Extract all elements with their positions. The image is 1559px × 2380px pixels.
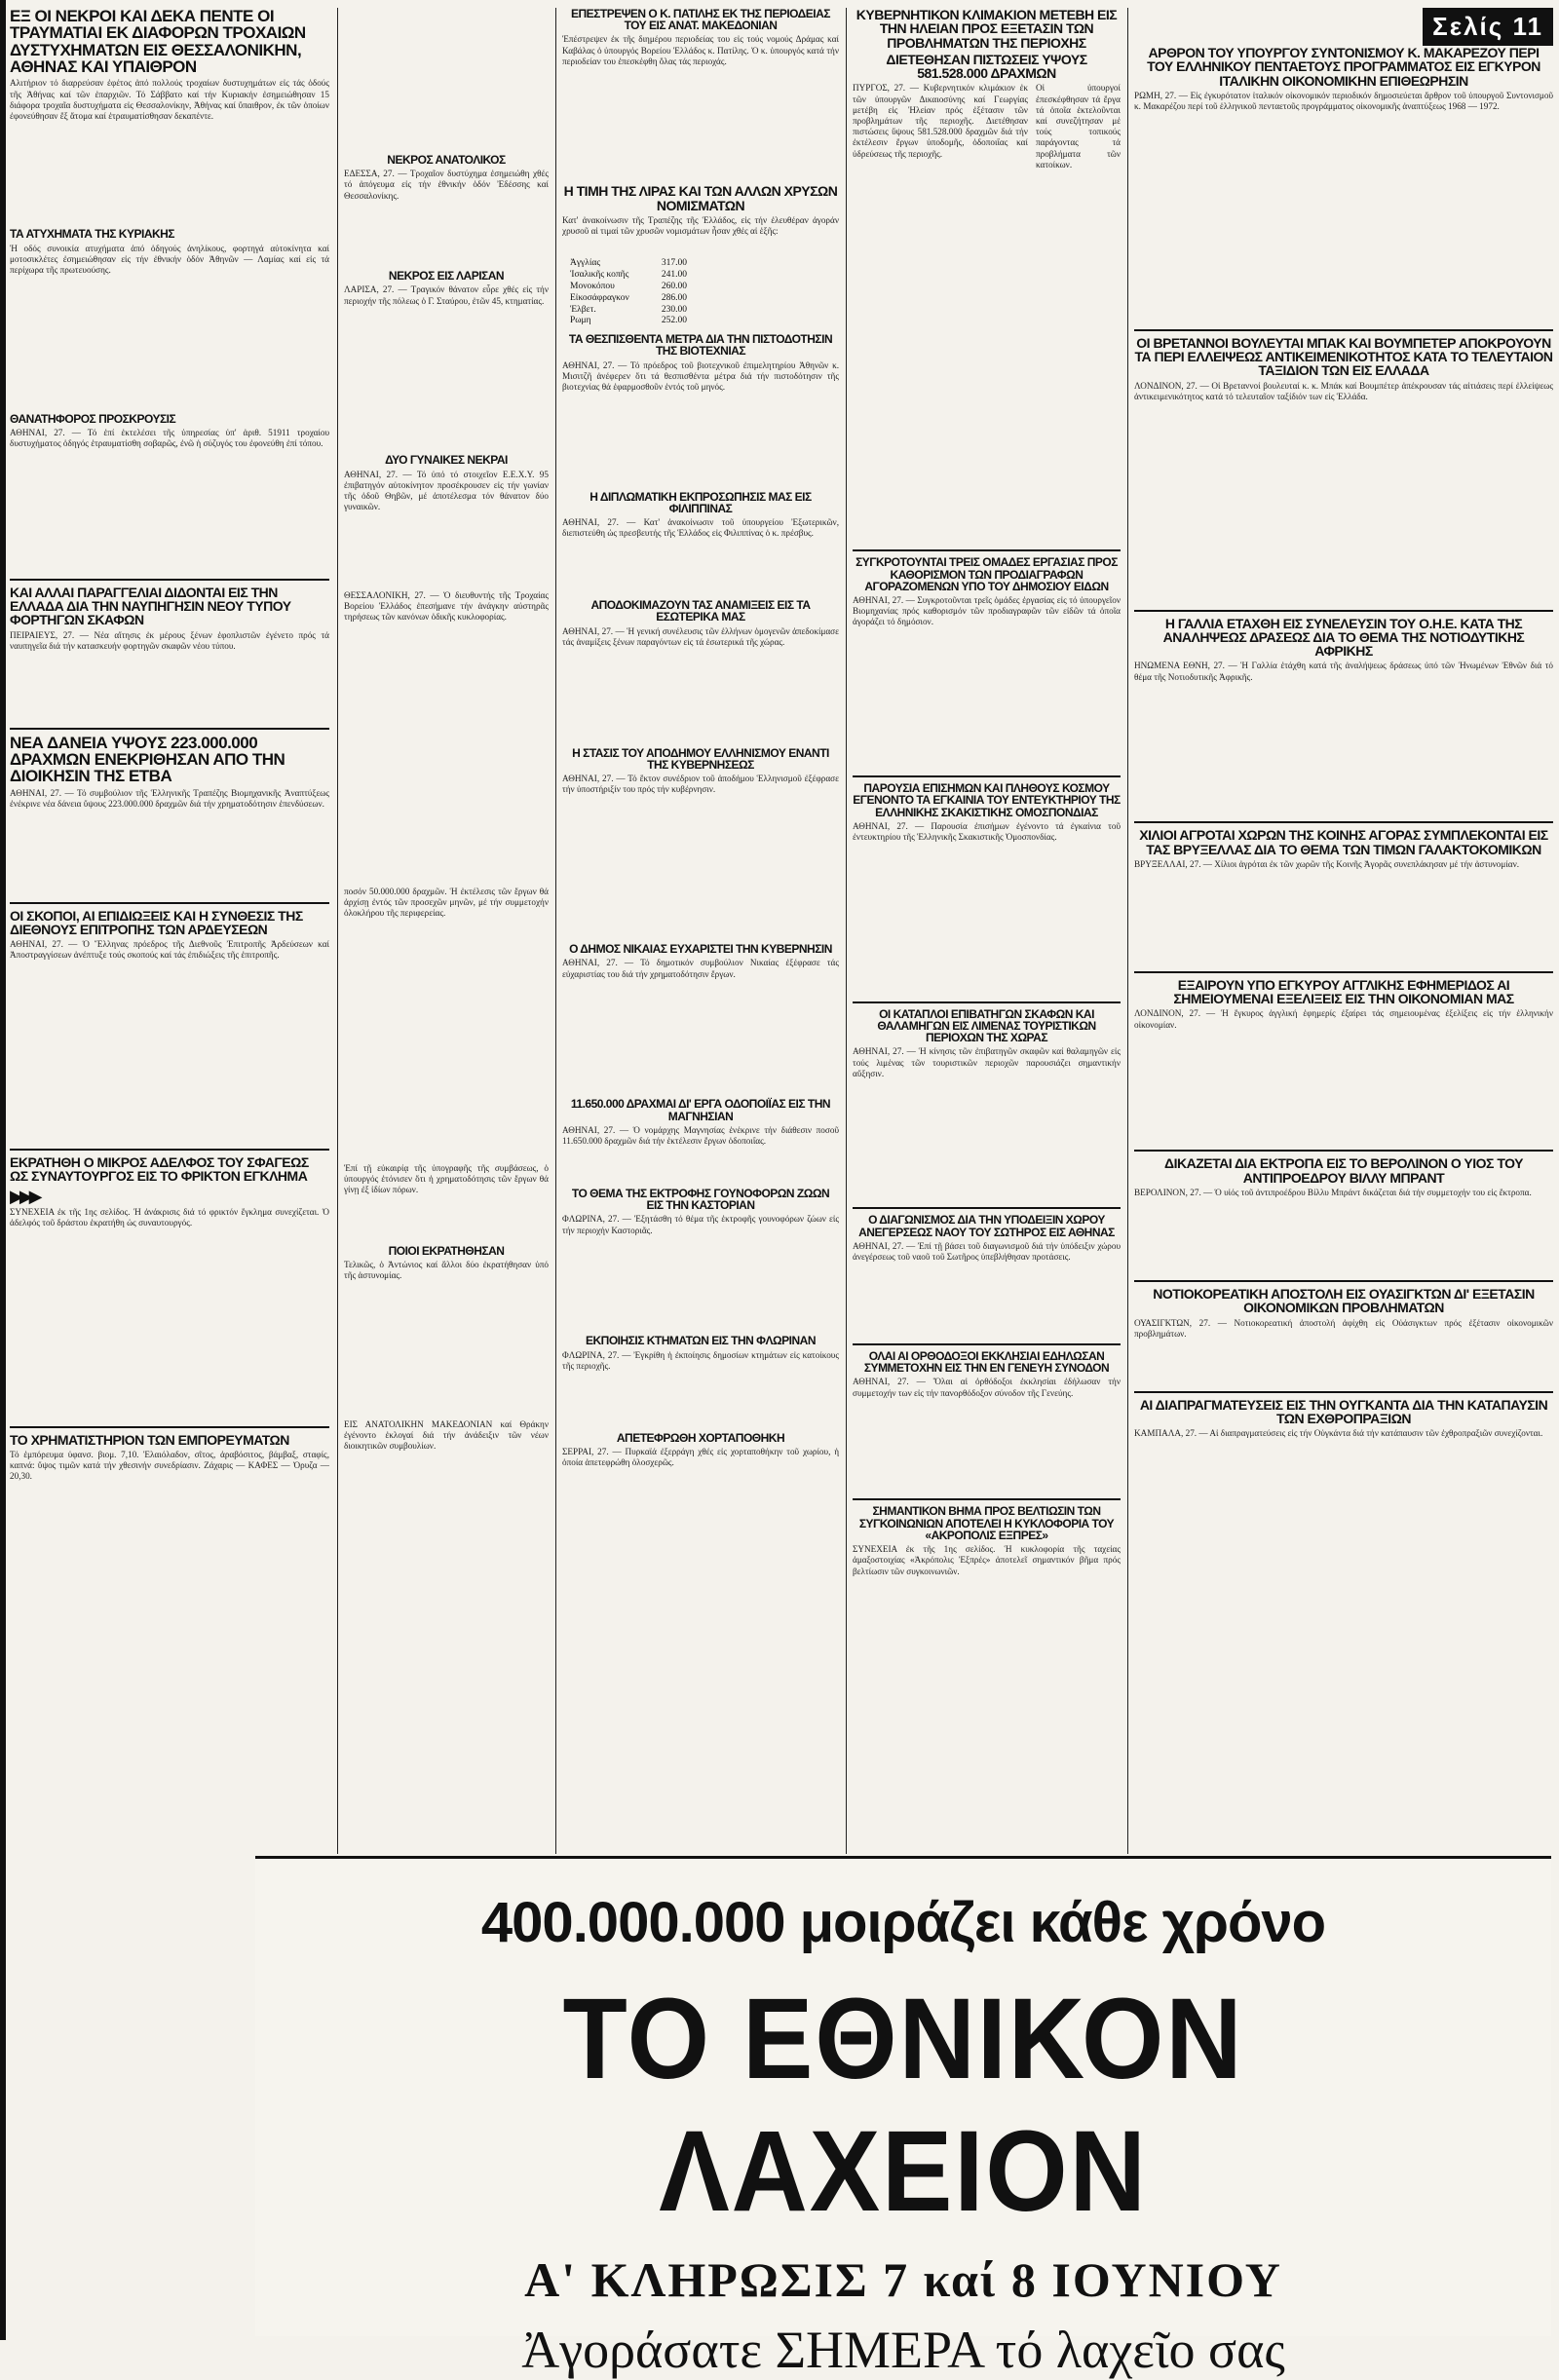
article-text: ΠΕΙΡΑΙΕΥΣ, 27. — Νέα αἴτησις ἐκ μέρους ξένων ἐφοπλιστῶν ἐγένετο πρός τά ναυπηγεῖα διά τήν κατασκευήν φορτηγῶν σκαφῶν νέου τύπου. [10, 629, 329, 651]
headline-credits: ΔΙΕΤΕΘΗΣΑΝ ΠΙΣΤΩΣΕΙΣ ΥΨΟΥΣ 581.528.000 ΔΡΑΧΜΩΝ [886, 51, 1087, 82]
article-text: ΟΥΑΣΙΓΚΤΩΝ, 27. — Νοτιοκορεατική ἀποστολή ἀφίχθη εἰς Οὐάσιγκτων πρός ἐξέτασιν οἰκονομικῶν προβλημάτων. [1134, 1317, 1553, 1339]
article-text: ΕΔΕΣΣΑ, 27. — Τροχαῖον δυστύχημα ἐσημειώθη χθές τό ἀπόγευμα εἰς τήν ἐθνικήν ὁδόν Ἐδέσσης καί Θεσσαλονίκης. [344, 169, 549, 201]
headline-irrigation: ΟΙ ΣΚΟΠΟΙ, ΑΙ ΕΠΙΔΙΩΞΕΙΣ ΚΑΙ Η ΣΥΝΘΕΣΙΣ ΤΗΣ ΔΙΕΘΝΟΥΣ ΕΠΙΤΡΟΠΗΣ ΤΩΝ ΑΡΔΕΥΣΕΩΝ [10, 907, 303, 937]
headline-shipbuilding: ΚΑΙ ΑΛΛΑΙ ΠΑΡΑΓΓΕΛΙΑΙ ΔΙΔΟΝΤΑΙ ΕΙΣ ΤΗΝ ΕΛΛΑΔΑ ΔΙΑ ΤΗΝ ΝΑΥΠΗΓΗΣΙΝ ΝΕΟΥ ΤΥΠΟΥ ΦΟΡΤΗΓΩΝ ΣΚΑΦΩΝ [10, 584, 291, 628]
headline-yachts: ΟΙ ΚΑΤΑΠΛΟΙ ΕΠΙΒΑΤΗΓΩΝ ΣΚΑΦΩΝ ΚΑΙ ΘΑΛΑΜΗΓΩΝ ΕΙΣ ΛΙΜΕΝΑΣ ΤΟΥΡΙΣΤΙΚΩΝ ΠΕΡΙΟΧΩΝ ΤΗΣ ΧΩΡΑΣ [877, 1006, 1096, 1045]
article-text: ΑΘΗΝΑΙ, 27. — Ἡ γενική συνέλευσις τῶν ἑλλήνων ὁμογενῶν ἀπεδοκίμασε τάς ἀναμίξεις ξένων παραγόντων εἰς τά ἐσωτερικά τῆς χώρας. [562, 625, 839, 647]
headline-loans: ΝΕΑ ΔΑΝΕΙΑ ΥΨΟΥΣ 223.000.000 ΔΡΑΧΜΩΝ ΕΝΕΚΡΙΘΗΣΑΝ ΑΠΟ ΤΗΝ ΔΙΟΙΚΗΣΙΝ ΤΗΣ ΕΤΒΑ [10, 733, 285, 786]
article-text: Ἡ οδός συνοικία ατυχήματα ἀπό ὁδηγούς ἀνηλίκους, φορτηγά αὐτοκίνητα καί μοτοσικλέτες ἐσημειώθησαν εἰς τήν ἐθνικήν ὁδόν Ἀθηνῶν — Λαμίας καί εἰς τά περίχωρα τῆς πρωτευούσης. [10, 243, 329, 275]
article-text: ΚΑΜΠΑΛΑ, 27. — Αἱ διαπραγματεύσεις εἰς τήν Οὐγκάντα διά τήν κατάπαυσιν τῶν ἐχθροπραξιῶν συνεχίζονται. [1134, 1428, 1543, 1439]
lottery-advertisement [255, 1856, 1551, 2379]
headline-estates: ΕΚΠΟΙΗΣΙΣ ΚΤΗΜΑΤΩΝ ΕΙΣ ΤΗΝ ΦΛΩΡΙΝΑΝ [586, 1334, 816, 1348]
headline-france-un: Η ΓΑΛΛΙΑ ΕΤΑΧΘΗ ΕΙΣ ΣΥΝΕΛΕΥΣΙΝ ΤΟΥ Ο.Η.Ε. ΚΑΤΑ ΤΗΣ ΑΝΑΛΗΨΕΩΣ ΔΡΑΣΕΩΣ ΔΙΑ ΤΟ ΘΕΜΑ ΤΗΣ ΝΟΤΙΟΔΥΤΙΚΗΣ ΑΦΡΙΚΗΣ [1162, 615, 1525, 660]
headline-uganda: ΑΙ ΔΙΑΠΡΑΓΜΑΤΕΥΣΕΙΣ ΕΙΣ ΤΗΝ ΟΥΓΚΑΝΤΑ ΔΙΑ ΤΗΝ ΚΑΤΑΠΑΥΣΙΝ ΤΩΝ ΕΧΘΡΟΠΡΑΞΙΩΝ [1139, 1396, 1548, 1426]
headline-fire: ΑΠΕΤΕΦΡΩΘΗ ΧΟΡΤΑΠΟΘΗΚΗ [616, 1430, 785, 1445]
subhead-collision: ΘΑΝΑΤΗΦΟΡΟΣ ΠΡΟΣΚΡΟΥΣΙΣ [10, 411, 176, 426]
article-text: ΘΕΣΣΑΛΟΝΙΚΗ, 27. — Ὁ διευθυντής τῆς Τροχαίας Βορείου Ἑλλάδος ἐπεσήμανε τήν ἀνάγκην αὐστηρᾶς τηρήσεως τῶν κανόνων ὁδικῆς κυκλοφορίας. [344, 589, 549, 623]
page-number-badge: Σελίς 11 [1423, 8, 1553, 46]
headline-credit: ΤΑ ΘΕΣΠΙΣΘΕΝΤΑ ΜΕΤΡΑ ΔΙΑ ΤΗΝ ΠΙΣΤΟΔΟΤΗΣΙΝ ΤΗΣ ΒΙΟΤΕΧΝΙΑΣ [568, 332, 833, 359]
headline-nikaia: Ο ΔΗΜΟΣ ΝΙΚΑΙΑΣ ΕΥΧΑΡΙΣΤΕΙ ΤΗΝ ΚΥΒΕΡΝΗΣΙΝ [569, 942, 832, 957]
article-text: ΒΕΡΟΛΙΝΟΝ, 27. — Ὁ υἱός τοῦ ἀντιπροέδρου Βίλλυ Μπράντ δικάζεται διά τήν συμμετοχήν του εἰς ἔκτροπα. [1134, 1187, 1532, 1197]
headline-working-groups: ΣΥΓΚΡΟΤΟΥΝΤΑΙ ΤΡΕΙΣ ΟΜΑΔΕΣ ΕΡΓΑΣΙΑΣ ΠΡΟΣ ΚΑΘΟΡΙΣΜΟΝ ΤΩΝ ΠΡΟΔΙΑΓΡΑΦΩΝ ΑΓΟΡΑΖΟΜΕΝΩΝ ΥΠΟ ΤΟΥ ΔΗΜΟΣΙΟΥ ΕΙΔΩΝ [856, 555, 1118, 593]
article-text: Ἐπί τῇ εὐκαιρίᾳ τῆς ὑπογραφῆς τῆς συμβάσεως, ὁ ὑπουργός ἐτόνισεν ὅτι ἡ χρηματοδότησις τῶν ἔργων θά γίνῃ ἐξ ἰδίων πόρων. [344, 1162, 549, 1195]
column-rule [337, 8, 338, 1854]
article-text: ΑΘΗΝΑΙ, 27. — Κατ' ἀνακοίνωσιν τοῦ ὑπουργείου Ἐξωτερικῶν, διεπιστεύθη ὡς πρεσβευτής τῆς Ἑλλάδος εἰς Φιλιππίνας ὁ κ. πρέσβυς. [562, 517, 839, 539]
subhead-two-women: ΔΥΟ ΓΥΝΑΙΚΕΣ ΝΕΚΡΑΙ [385, 453, 508, 468]
article-text: ΠΥΡΓΟΣ, 27. — Κυβερνητικόν κλιμάκιον ἐκ τῶν ὑπουργῶν Δικαιοσύνης καί Γεωργίας μετέβη εἰς Ἠλείαν πρός ἐξέτασιν τῶν προβλημάτων τῆς περιοχῆς. Διετέθησαν πιστώσεις ὕψους 581.528.000 δραχμῶν διά τήν ἐκτέλεσιν ἔργων ὑποδομῆς, ὁδοποιΐας καί ὑδρεύσεως τῆς περιοχῆς. [853, 83, 1028, 159]
gold-rates [570, 258, 839, 327]
headline-casualties: ΕΞ ΟΙ ΝΕΚΡΟΙ ΚΑΙ ΔΕΚΑ ΠΕΝΤΕ ΟΙ ΤΡΑΥΜΑΤΙΑΙ ΕΚ ΔΙΑΦΟΡΩΝ ΤΡΟΧΑΙΩΝ ΔΥΣΤΥΧΗΜΑΤΩΝ ΕΙΣ ΘΕΣΣΑΛΟΝΙΚΗΝ, ΑΘΗΝΑΣ ΚΑΙ ΥΠΑΙΘΡΟΝ [10, 7, 306, 76]
headline-gold: Η ΤΙΜΗ ΤΗΣ ΛΙΡΑΣ ΚΑΙ ΤΩΝ ΑΛΛΩΝ ΧΡΥΣΩΝ ΝΟΜΙΣΜΑΤΩΝ [563, 183, 838, 213]
article-text: ΑΘΗΝΑΙ, 27. — Ἡ κίνησις τῶν ἐπιβατηγῶν σκαφῶν καί θαλαμηγῶν εἰς τούς λιμένας τῶν τουριστικῶν περιοχῶν παρουσιάζει σημαντικήν αὔξησιν. [853, 1046, 1121, 1078]
article-text: ΑΘΗΝΑΙ, 27. — Ὁ νομάρχης Μαγνησίας ἐνέκρινε τήν διάθεσιν ποσοῦ 11.650.000 δραχμῶν διά τήν ἐκτέλεσιν ἔργων ὁδοποιΐας. [562, 1124, 839, 1147]
column-6 [1134, 8, 1553, 1491]
article-text: ΛΟΝΔΙΝΟΝ, 27. — Ἡ ἔγκυρος ἀγγλική ἐφημερίς ἐξαίρει τάς σημειουμένας ἐξελίξεις εἰς τήν ἑλληνικήν οἰκονομίαν. [1134, 1008, 1553, 1030]
article-text: ΛΟΝΔΙΝΟΝ, 27. — Οἱ Βρεταννοί βουλευταί κ. κ. Μπάκ καί Βουμπέτερ ἀπέκρουσαν τάς αἰτιάσεις περί ἐλλείψεως ἀντικειμενικότητος κατά τό τελευταῖον ταξίδιόν των εἰς Ἑλλάδα. [1134, 380, 1553, 401]
column-rule [1127, 8, 1128, 1854]
article-text: ΑΘΗΝΑΙ, 27. — Τό ὑπό τό στοιχεῖον Ε.Ε.Χ.Υ. 95 ἐπιβατηγόν αὐτοκίνητον προσέκρουσεν εἰς τήν γωνίαν τῆς ὁδοῦ Θηβῶν, μέ ἀποτέλεσμα τόν θάνατον δύο γυναικῶν. [344, 469, 549, 512]
headline-orthodox: ΟΛΑΙ ΑΙ ΟΡΘΟΔΟΞΟΙ ΕΚΚΛΗΣΙΑΙ ΕΔΗΛΩΣΑΝ ΣΥΜΜΕΤΟΧΗΝ ΕΙΣ ΤΗΝ ΕΝ ΓΕΝΕΥΗ ΣΥΝΟΔΟΝ [863, 1348, 1110, 1376]
article-text: ΑΘΗΝΑΙ, 27. — Συγκροτοῦνται τρεῖς ὁμάδες ἐργασίας εἰς τό ὑπουργεῖον Βιομηχανίας πρός καθορισμόν τῶν προδιαγραφῶν τῶν εἰδῶν τά ὁποῖα ἀγοράζει τό δημόσιον. [853, 595, 1121, 627]
headline-fur: ΤΟ ΘΕΜΑ ΤΗΣ ΕΚΤΡΟΦΗΣ ΓΟΥΝΟΦΟΡΩΝ ΖΩΩΝ ΕΙΣ ΤΗΝ ΚΑΣΤΟΡΙΑΝ [571, 1186, 830, 1213]
headline-british-mps: ΟΙ ΒΡΕΤΑΝΝΟΙ ΒΟΥΛΕΥΤΑΙ ΜΠΑΚ ΚΑΙ ΒΟΥΜΠΕΤΕΡ ΑΠΟΚΡΟΥΟΥΝ ΤΑ ΠΕΡΙ ΕΛΛΕΙΨΕΩΣ ΑΝΤΙΚΕΙΜΕΝΙΚΟΤΗΤΟΣ ΚΑΤΑ ΤΟ ΤΕΛΕΥΤΑΙΟΝ ΤΑΞΙΔΙΟΝ ΤΩΝ ΕΙΣ ΕΛΛΑΔΑ [1134, 334, 1553, 379]
article-text: ΑΘΗΝΑΙ, 27. — Τό συμβούλιον τῆς Ἑλληνικῆς Τραπέζης Βιομηχανικῆς Ἀναπτύξεως ἐνέκρινε νέα δάνεια ὕψους 223.000.000 δραχμῶν διά τήν χρηματοδότησιν ἐπενδύσεων. [10, 787, 329, 809]
subhead-larisa: ΝΕΚΡΟΣ ΕΙΣ ΛΑΡΙΣΑΝ [388, 269, 505, 283]
rate-row: Μονοκόπου 260.00 [570, 281, 687, 291]
headline-farmers: ΧΙΛΙΟΙ ΑΓΡΟΤΑΙ ΧΩΡΩΝ ΤΗΣ ΚΟΙΝΗΣ ΑΓΟΡΑΣ ΣΥΜΠΛΕΚΟΝΤΑΙ ΕΙΣ ΤΑΣ ΒΡΥΞΕΛΛΑΣ ΔΙΑ ΤΟ ΘΕΜΑ ΤΩΝ ΤΙΜΩΝ ΓΑΛΑΚΤΟΚΟΜΙΚΩΝ [1139, 827, 1548, 857]
headline-interference: ΑΠΟΔΟΚΙΜΑΖΟΥΝ ΤΑΣ ΑΝΑΜΙΞΕΙΣ ΕΙΣ ΤΑ ΕΣΩΤΕΡΙΚΑ ΜΑΣ [590, 598, 811, 624]
article-text: ΑΘΗΝΑΙ, 27. — Παρουσία ἐπισήμων ἐγένοντο τά ἐγκαίνια τοῦ ἐντευκτηρίου τῆς Ἑλληνικῆς Σκακιστικῆς Ὁμοσπονδίας. [853, 820, 1121, 842]
ad-title: ΤΟ ΕΘΝΙΚΟΝ ΛΑΧΕΙΟΝ [562, 1975, 1244, 2236]
rate-row: Ἰσαλικῆς κοπῆς 241.00 [570, 269, 687, 280]
rate-row: Ἑλβετ. 230.00 [570, 304, 687, 315]
column-2 [344, 8, 549, 1540]
headline-express: ΣΗΜΑΝΤΙΚΟΝ ΒΗΜΑ ΠΡΟΣ ΒΕΛΤΙΩΣΙΝ ΤΩΝ ΣΥΓΚΟΙΝΩΝΙΩΝ ΑΠΟΤΕΛΕΙ Η ΚΥΚΛΟΦΟΡΙΑ ΤΟΥ «ΑΚΡΟΠΟΛΙΣ ΕΞΠΡΕΣ» [858, 1504, 1115, 1542]
ad-draw-dates: Α' ΚΛΗΡΩΣΙΣ 7 καί 8 ΙΟΥΝΙΟΥ [524, 2252, 1282, 2307]
article-text: ΕΙΣ ΑΝΑΤΟΛΙΚΗΝ ΜΑΚΕΔΟΝΙΑΝ καί Θράκην ἐγένοντο ἐκλογαί διά τήν ἀνάδειξιν τῶν νέων διοικητικῶν συμβουλίων. [344, 1418, 549, 1452]
article-text: ΣΕΡΡΑΙ, 27. — Πυρκαϊά ἐξερράγη χθές εἰς χορταποθήκην τοῦ χωρίου, ἡ ὁποία ἀπετεφρώθη ὁλοσχερῶς. [562, 1446, 839, 1467]
article-text: Ἐπέστρεψεν ἐκ τῆς διημέρου περιοδείας του εἰς τούς νομούς Δράμας καί Καβάλας ὁ ὑπουργός Βορείου Ἑλλάδος κ. Πατίλης. Ὁ κ. ὑπουργός κατά τήν περιοδείαν του ἐπεσκέφθη ὅλας τάς περιοχάς. [562, 34, 839, 66]
article-text: ΛΑΡΙΣΑ, 27. — Τραγικόν θάνατον εὗρε χθές εἰς τήν περιοχήν τῆς πόλεως ὁ Γ. Σταύρου, ἐτῶν 45, κτηματίας. [344, 284, 549, 306]
article-text: ΑΘΗΝΑΙ, 27. — Τό ἕκτον συνέδριον τοῦ ἀποδήμου Ἑλληνισμοῦ ἐξέφρασε τήν ὑποστήριξίν του πρός τήν κυβέρνησιν. [562, 774, 839, 795]
article-text: ΣΥΝΕΧΕΙΑ ἐκ τῆς 1ης σελίδος. Ἡ κυκλοφορία τῆς ταχείας ἁμαξοστοιχίας «Ἀκρόπολις Ἐξπρές» ἀποτελεῖ σημαντικόν βῆμα πρός βελτίωσιν τῶν συγκοινωνιῶν. [853, 1544, 1121, 1576]
rate-row: Ρωμη 252.00 [570, 316, 687, 326]
subhead-sunday: ΤΑ ΑΤΥΧΗΜΑΤΑ ΤΗΣ ΚΥΡΙΑΚΗΣ [10, 227, 175, 242]
ad-call-to-action: Ἀγοράσατε ΣΗΜΕΡΑ τό λαχεῖο σας [521, 2321, 1285, 2379]
article-text: ΗΝΩΜΕΝΑ ΕΘΝΗ, 27. — Ἡ Γαλλία ἐτάχθη κατά τῆς ἀναλήψεως δράσεως ὑπό τῶν Ἡνωμένων Ἐθνῶν διά τό θέμα τῆς Νοτιοδυτικῆς Ἀφρικῆς. [1134, 661, 1553, 682]
headline-crime: ΕΚΡΑΤΗΘΗ Ο ΜΙΚΡΟΣ ΑΔΕΛΦΟΣ ΤΟΥ ΣΦΑΓΕΩΣ ΩΣ ΣΥΝΑΥΤΟΥΡΓΟΣ ΕΙΣ ΤΟ ΦΡΙΚΤΟΝ ΕΓΚΛΗΜΑ [10, 1154, 309, 1185]
article-text: ΑΘΗΝΑΙ, 27. — Ὅλαι αἱ ὀρθόδοξοι ἐκκλησίαι ἐδήλωσαν τήν συμμετοχήν των εἰς τήν πανορθόδοξον σύνοδον τῆς Γενεύης. [853, 1377, 1121, 1398]
article-text: ΦΛΩΡΙΝΑ, 27. — Ἐξητάσθη τό θέμα τῆς ἐκτροφῆς γουνοφόρων ζώων εἰς τήν περιοχήν Καστοριᾶς. [562, 1214, 839, 1235]
headline-diaspora: Η ΣΤΑΣΙΣ ΤΟΥ ΑΠΟΔΗΜΟΥ ΕΛΛΗΝΙΣΜΟΥ ΕΝΑΝΤΙ ΤΗΣ ΚΥΒΕΡΝΗΣΕΩΣ [572, 745, 829, 772]
article-text: ΑΘΗΝΑΙ, 27. — Ἐπί τῇ βάσει τοῦ διαγωνισμοῦ διά τήν ὑπόδειξιν χώρου ἀνεγέρσεως τοῦ ναοῦ τοῦ Σωτῆρος ὑπεβλήθησαν προτάσεις. [853, 1240, 1121, 1263]
subhead-dead: ΝΕΚΡΟΣ ΑΝΑΤΟΛΙΚΟΣ [387, 153, 506, 167]
headline-economy: ΕΞΑΙΡΟΥΝ ΥΠΟ ΕΓΚΥΡΟΥ ΑΓΓΛΙΚΗΣ ΕΦΗΜΕΡΙΔΟΣ ΑΙ ΣΗΜΕΙΟΥΜΕΝΑΙ ΕΞΕΛΙΞΕΙΣ ΕΙΣ ΤΗΝ ΟΙΚΟΝΟΜΙΑΝ ΜΑΣ [1173, 976, 1514, 1007]
headline-philippines: Η ΔΙΠΛΩΜΑΤΙΚΗ ΕΚΠΡΟΣΩΠΗΣΙΣ ΜΑΣ ΕΙΣ ΦΙΛΙΠΠΙΝΑΣ [589, 489, 812, 515]
headline-church: Ο ΔΙΑΓΩΝΙΣΜΟΣ ΔΙΑ ΤΗΝ ΥΠΟΔΕΙΞΙΝ ΧΩΡΟΥ ΑΝΕΓΕΡΣΕΩΣ ΝΑΟΥ ΤΟΥ ΣΩΤΗΡΟΣ ΕΙΣ ΑΘΗΝΑΣ [858, 1213, 1115, 1239]
article-text: Αλιτήριον τό διαρρεύσαν ἐφέτος ἀπό πολλούς τροχαίων δυστυχημάτων εἰς τάς ὁδούς τῆς Ἀθήνας καί τῶν ἐπαρχιῶν. Τό Σάββατο καί τήν Κυριακήν ἐσημειώθησαν 15 διάφορα τροχαῖα δυστυχήματα εἰς Θεσσαλονίκην, Ἀθήνας καί ὕπαιθρον, ἐκ τῶν ὁποίων ἐφονεύθησαν ἕξ ἄτομα καί ἐτραυματίσθησαν δεκαπέντε. [10, 78, 329, 121]
article-text: ΒΡΥΞΕΛΛΑΙ, 27. — Χίλιοι ἀγρόται ἐκ τῶν χωρῶν τῆς Κοινῆς Ἀγορᾶς συνεπλάκησαν μέ τήν ἀστυνομίαν. [1134, 858, 1520, 869]
article-text: ΑΘΗΝΑΙ, 27. — Τό δημοτικόν συμβούλιον Νικαίας ἐξέφρασε τάς εὐχαριστίας του διά τήν χρηματοδότησιν ἔργων. [562, 958, 839, 979]
column-3 [562, 8, 839, 1509]
article-text: Τό ἐμπόρευμα ὑφανσ. βιομ. 7,10. Ἐλαιόλαδον, σῖτος, ἀραβόσιτος, βάμβαξ, σταφίς, καπνά: ὕψος τιμῶν κατά τήν χθεσινήν συνεδρίασιν. Ζάχαρις — ΚΑΦΕΣ — Ὀρυζα — 20,30. [10, 1449, 329, 1482]
arrow-icon: ▶▶▶ [10, 1186, 39, 1207]
headline-brandt: ΔΙΚΑΖΕΤΑΙ ΔΙΑ ΕΚΤΡΟΠΑ ΕΙΣ ΤΟ ΒΕΡΟΛΙΝΟΝ Ο ΥΙΟΣ ΤΟΥ ΑΝΤΙΠΡΟΕΔΡΟΥ ΒΙΛΛΥ ΜΠΡΑΝΤ [1164, 1155, 1523, 1186]
headline-makarezos: ΑΡΘΡΟΝ ΤΟΥ ΥΠΟΥΡΓΟΥ ΣΥΝΤΟΝΙΣΜΟΥ Κ. ΜΑΚΑΡΕΖΟΥ ΠΕΡΙ ΤΟΥ ΕΛΛΗΝΙΚΟΥ ΠΕΝΤΑΕΤΟΥΣ ΠΡΟΓΡΑΜΜΑΤΟΣ ΕΙΣ ΕΓΚΥΡΟΝ ΙΤΑΛΙΚΗΝ ΟΙΚΟΝΟΜΙΚΗΝ ΕΠΙΘΕΩΡΗΣΙΝ [1147, 45, 1540, 89]
rate-row: Εἰκοσάφραγκον 286.00 [570, 292, 687, 303]
article-text: ΑΘΗΝΑΙ, 27. — Ὁ Ἕλληνας πρόεδρος τῆς Διεθνοῦς Ἐπιτροπῆς Ἀρδεύσεων καί Ἀποστραγγίσεων ἀνέπτυξε τούς σκοπούς καί τάς ἐπιδιώξεις τῆς ἐπιτροπῆς. [10, 939, 329, 961]
headline-chess: ΠΑΡΟΥΣΙΑ ΕΠΙΣΗΜΩΝ ΚΑΙ ΠΛΗΘΟΥΣ ΚΟΣΜΟΥ ΕΓΕΝΟΝΤΟ ΤΑ ΕΓΚΑΙΝΙΑ ΤΟΥ ΕΝΤΕΥΚΤΗΡΙΟΥ ΤΗΣ ΕΛΛΗΝΙΚΗΣ ΣΚΑΚΙΣΤΙΚΗΣ ΟΜΟΣΠΟΝΔΙΑΣ [853, 781, 1121, 819]
article-text: ΡΩΜΗ, 27. — Εἰς ἐγκυρότατον ἰταλικόν οἰκονομικόν περιοδικόν δημοσιεύεται ἄρθρον τοῦ ὑπουργοῦ Συντονισμοῦ κ. Μακαρέζου περί τοῦ ἑλληνικοῦ πενταετοῦς προγράμματος οἰκονομικῆς ἀναπτύξεως 1968 — 1972. [1134, 90, 1553, 112]
column-rule [555, 8, 556, 1854]
article-text: ΣΥΝΕΧΕΙΑ ἐκ τῆς 1ης σελίδος. Ἡ ἀνάκρισις διά τό φρικτόν ἔγκλημα συνεχίζεται. Ὁ ἀδελφός τοῦ δράστου ἐκρατήθη ὡς συναυτουργός. [10, 1206, 329, 1228]
article-text: ΦΛΩΡΙΝΑ, 27. — Ἐγκρίθη ἡ ἐκποίησις δημοσίων κτημάτων εἰς κατοίκους τῆς περιοχῆς. [562, 1349, 839, 1371]
subhead-arrested: ΠΟΙΟΙ ΕΚΡΑΤΗΘΗΣΑΝ [388, 1243, 505, 1258]
headline-ilia: ΚΥΒΕΡΝΗΤΙΚΟΝ ΚΛΙΜΑΚΙΟΝ ΜΕΤΕΒΗ ΕΙΣ ΤΗΝ ΗΛΕΙΑΝ ΠΡΟΣ ΕΞΕΤΑΣΙΝ ΤΩΝ ΠΡΟΒΛΗΜΑΤΩΝ ΤΗΣ ΠΕΡΙΟΧΗΣ [856, 7, 1118, 51]
article-text: ΑΘΗΝΑΙ, 27. — Τό ἐπί ἐκτελέσει τῆς ὑπηρεσίας ὑπ' ἀριθ. 51911 τροχαίου δυστυχήματος ὁδηγός ἐτραυματίσθη σοβαρῶς, ἐνῶ ἡ σύζυγός του ἐφονεύθη ἐπί τόπου. [10, 427, 329, 448]
article-text: Τελικῶς, ὁ Ἀντώνιος καί ἄλλοι δύο ἐκρατήθησαν ὑπό τῆς ἀστυνομίας. [344, 1259, 549, 1281]
headline-commodities: ΤΟ ΧΡΗΜΑΤΙΣΤΗΡΙΟΝ ΤΩΝ ΕΜΠΟΡΕΥΜΑΤΩΝ [10, 1431, 289, 1448]
article-text: Κατ' ἀνακοίνωσιν τῆς Τραπέζης τῆς Ἑλλάδος, εἰς τήν ἐλευθέραν ἀγοράν χρυσοῦ αἱ τιμαί τῶν χρυσῶν νομισμάτων ἦσαν χθές αἱ ἑξῆς: [562, 215, 839, 237]
column-rule [846, 8, 847, 1854]
article-text: Οἱ ὑπουργοί ἐπεσκέφθησαν τά ἔργα τά ὁποῖα ἐκτελοῦνται καί συνεζήτησαν μέ τούς τοπικούς παράγοντας τά προβλήματα τῶν κατοίκων. [1035, 83, 1121, 170]
headline-korea: ΝΟΤΙΟΚΟΡΕΑΤΙΚΗ ΑΠΟΣΤΟΛΗ ΕΙΣ ΟΥΑΣΙΓΚΤΩΝ ΔΙ' ΕΞΕΤΑΣΙΝ ΟΙΚΟΝΟΜΙΚΩΝ ΠΡΟΒΛΗΜΑΤΩΝ [1153, 1285, 1535, 1316]
article-text: ΑΘΗΝΑΙ, 27. — Τό πρόεδρος τοῦ βιοτεχνικοῦ ἐπιμελητηρίου Ἀθηνῶν κ. Μισιτζῆ ἀνέφερεν ὅτι τά θεσπισθέντα μέτρα διά τήν πιστοδότησιν τῆς βιοτεχνίας θά ἐφαρμοσθοῦν ἐντός τοῦ μηνός. [562, 359, 839, 393]
column-4 [853, 8, 1121, 1636]
headline-patilis: ΕΠΕΣΤΡΕΨΕΝ Ο Κ. ΠΑΤΙΛΗΣ ΕΚ ΤΗΣ ΠΕΡΙΟΔΕΙΑΣ ΤΟΥ ΕΙΣ ΑΝΑΤ. ΜΑΚΕΔΟΝΙΑΝ [570, 7, 831, 33]
rate-row: Ἀγγλίας 317.00 [570, 258, 687, 268]
headline-magnesia: 11.650.000 ΔΡΑΧΜΑΙ ΔΙ' ΕΡΓΑ ΟΔΟΠΟΙΪΑΣ ΕΙΣ ΤΗΝ ΜΑΓΝΗΣΙΑΝ [570, 1097, 831, 1123]
ad-tagline: 400.000.000 μοιράζει κάθε χρόνο [480, 1891, 1326, 1954]
column-1 [10, 8, 329, 1629]
page-edge [0, 0, 6, 2340]
article-text: ποσόν 50.000.000 δραχμῶν. Ἡ ἐκτέλεσις τῶν ἔργων θά ἀρχίσῃ ἐντός τῶν προσεχῶν μηνῶν, μέ τήν συμμετοχήν ὁλοκλήρου τῆς περιφερείας. [344, 886, 549, 919]
